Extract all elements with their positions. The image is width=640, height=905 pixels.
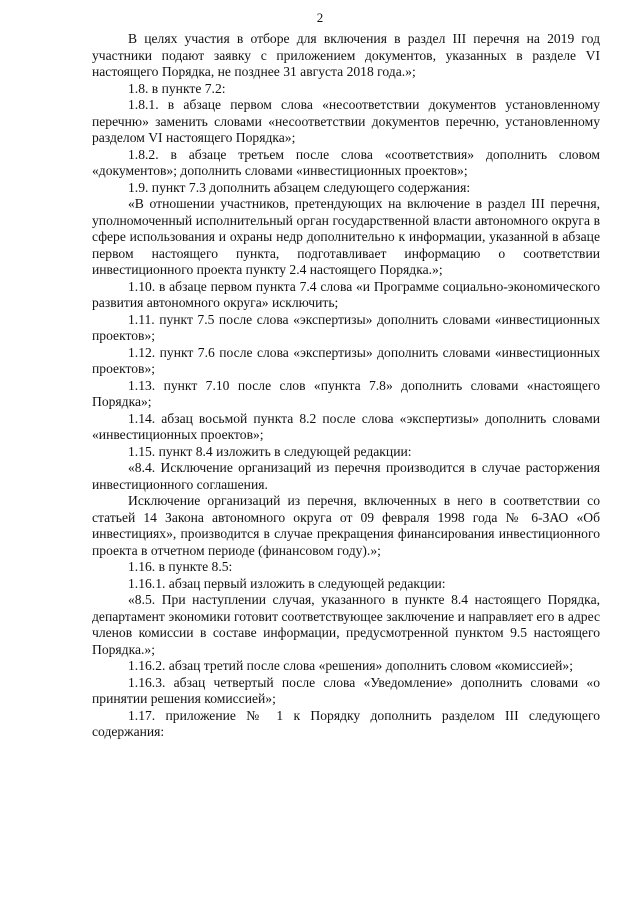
paragraph: 1.10. в абзаце первом пункта 7.4 слова «и Программе социально-экономического развития автономного округа» исключить; xyxy=(92,278,600,310)
paragraph: 1.16.3. абзац четвертый после слова «Уведомление» дополнить словами «о принятии решения комиссией»; xyxy=(92,674,600,706)
paragraph: 1.8.1. в абзаце первом слова «несоответствии документов установленному перечню» заменить словами «несоответствии документов перечню, установленному разделом VI настоящего Порядка»; xyxy=(92,97,600,145)
paragraph: В целях участия в отборе для включения в раздел III перечня на 2019 год участники подают заявку с приложением документов, указанных в разделе VI настоящего Порядка, не позднее 31 августа 2018 года.»; xyxy=(92,31,600,79)
paragraph: «8.5. При наступлении случая, указанного в пункте 8.4 настоящего Порядка, департамент экономики готовит соответствующее заключение и направляет его в адрес членов комиссии в составе информации, предусмотренной пунктом 9.5 настоящего Порядка.»; xyxy=(92,592,600,657)
paragraph: 1.16.2. абзац третий после слова «решения» дополнить словом «комиссией»; xyxy=(128,658,574,673)
paragraph: 1.11. пункт 7.5 после слова «экспертизы» дополнить словами «инвестиционных проектов»; xyxy=(92,311,600,343)
page-number: 2 xyxy=(316,10,324,25)
paragraph: «8.4. Исключение организаций из перечня производится в случае расторжения инвестиционного соглашения. xyxy=(92,460,600,492)
paragraph: Исключение организаций из перечня, включенных в него в соответствии со статьей 14 Закона автономного округа от 09 февраля 1998 года № 6-ЗАО «Об инвестициях», производится в случае прекращения финансирования инвестиционного проекта в отчетном периоде (финансовом году).»; xyxy=(92,493,600,558)
paragraph: 1.15. пункт 8.4 изложить в следующей редакции: xyxy=(128,443,412,459)
paragraph: 1.17. приложение № 1 к Порядку дополнить разделом III следующего содержания: xyxy=(92,707,600,739)
paragraph: 1.8. в пункте 7.2: xyxy=(128,80,226,96)
paragraph: 1.14. абзац восьмой пункта 8.2 после слова «экспертизы» дополнить словами «инвестиционных проектов»; xyxy=(92,410,600,442)
paragraph: 1.16.1. абзац первый изложить в следующей редакции: xyxy=(128,575,446,591)
paragraph: «В отношении участников, претендующих на включение в раздел III перечня, уполномоченный исполнительный орган государственной власти автономного округа в сфере использования и охраны недр дополнительно к информации, указанной в абзаце первом настоящего пункта, подготавливает информацию о соответствии инвестиционного проекта пункту 2.4 настоящего Порядка.»; xyxy=(92,196,600,277)
paragraph: 1.9. пункт 7.3 дополнить абзацем следующего содержания: xyxy=(128,179,471,195)
paragraph: 1.16. в пункте 8.5: xyxy=(128,559,233,574)
document-body xyxy=(92,31,600,741)
paragraph: 1.13. пункт 7.10 после слов «пункта 7.8» дополнить словами «настоящего Порядка»; xyxy=(92,377,600,409)
paragraph: 1.8.2. в абзаце третьем после слова «соответствия» дополнить словом «документов»; дополнить словами «инвестиционных проектов»; xyxy=(92,146,600,178)
paragraph: 1.12. пункт 7.6 после слова «экспертизы» дополнить словами «инвестиционных проектов»; xyxy=(92,344,600,376)
